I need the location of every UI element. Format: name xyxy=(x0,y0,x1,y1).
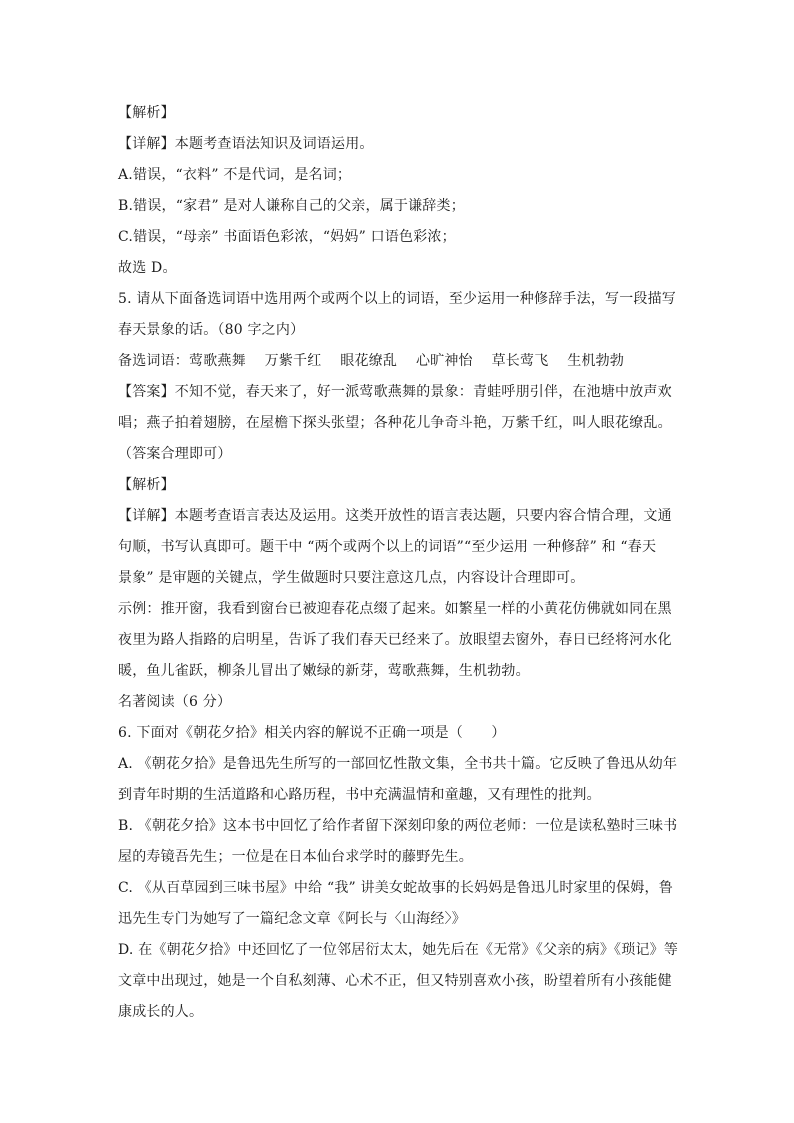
question-6-option-b: 屋的寿镜吾先生；一位是在日本仙台求学时的藤野先生。 xyxy=(118,849,473,865)
section-heading-reading: 名著阅读（6 分） xyxy=(118,694,232,710)
question-6-option-a: A. 《朝花夕拾》是鲁迅先生所写的一部回忆性散文集，全书共十篇。它反映了鲁迅从幼年 xyxy=(118,756,678,772)
detail-paragraph: 景象” 是审题的关键点，学生做题时只要注意这几点，内容设计合理即可。 xyxy=(118,570,585,586)
candidate-words: 备选词语：莺歌燕舞 万紫千红 眼花缭乱 心旷神怡 草长莺飞 生机勃勃 xyxy=(118,353,625,369)
option-explanation-b: B.错误，“家君” 是对人谦称自己的父亲，属于谦辞类； xyxy=(118,198,465,214)
question-6-option-a: 到青年时期的生活道路和心路历程，书中充满温情和童趣，又有理性的批判。 xyxy=(118,787,601,803)
option-explanation-c: C.错误，“母亲” 书面语色彩浓，“妈妈” 口语色彩浓； xyxy=(118,229,456,245)
question-5-stem: 5. 请从下面备选词语中选用两个或两个以上的词语，至少运用一种修辞手法，写一段描写 xyxy=(118,291,677,307)
example-paragraph: 夜里为路人指路的启明星，告诉了我们春天已经来了。放眼望去窗外，春日已经将河水化 xyxy=(118,632,672,648)
answer-paragraph: 唱；燕子拍着翅膀，在屋檐下探头张望；各种花儿争奇斗艳，万紫千红，叫人眼花缭乱。 xyxy=(118,415,672,431)
question-6-stem: 6. 下面对《朝花夕拾》相关内容的解说不正确一项是（ ） xyxy=(118,725,506,741)
answer-choice-line: 故选 D。 xyxy=(118,260,177,276)
detail-paragraph: 句顺，书写认真即可。题干中 “两个或两个以上的词语”“至少运用 一种修辞” 和 “春天 xyxy=(118,539,657,555)
example-paragraph: 暖，鱼儿雀跃，柳条儿冒出了嫩绿的新芽，莺歌燕舞，生机勃勃。 xyxy=(118,663,530,679)
section-heading-analysis: 【解析】 xyxy=(118,105,175,121)
detail-paragraph: 【详解】本题考查语法知识及词语运用。 xyxy=(118,136,374,152)
answer-note: （答案合理即可） xyxy=(118,446,232,462)
question-6-option-d: 康成长的人。 xyxy=(118,1004,204,1020)
question-6-option-c: C. 《从百草园到三味书屋》中给 “我” 讲美女蛇故事的长妈妈是鲁迅儿时家里的保姆，鲁 xyxy=(118,880,673,896)
example-paragraph: 示例：推开窗，我看到窗台已被迎春花点缀了起来。如繁星一样的小黄花仿佛就如同在黑 xyxy=(118,601,672,617)
question-6-option-d: 文章中出现过，她是一个自私刻薄、心术不正，但又特别喜欢小孩，盼望着所有小孩能健 xyxy=(118,973,672,989)
detail-paragraph: 【详解】本题考查语言表达及运用。这类开放性的语言表达题，只要内容合情合理，文通 xyxy=(118,508,672,524)
answer-paragraph: 【答案】不知不觉，春天来了，好一派莺歌燕舞的景象：青蛙呼朋引伴，在池塘中放声欢 xyxy=(118,384,672,400)
document-body xyxy=(118,98,678,1028)
section-heading-analysis: 【解析】 xyxy=(118,477,175,493)
question-5-stem: 春天景象的话。（80 字之内） xyxy=(118,322,305,338)
question-6-option-b: B. 《朝花夕拾》这本书中回忆了给作者留下深刻印象的两位老师：一位是读私塾时三味书 xyxy=(118,818,678,834)
question-6-option-d: D. 在《朝花夕拾》中还回忆了一位邻居衍太太，她先后在《无常》《父亲的病》《琐记》等 xyxy=(118,942,679,958)
question-6-option-c: 迅先生专门为她写了一篇纪念文章《阿长与〈山海经〉》 xyxy=(118,911,466,927)
option-explanation-a: A.错误，“衣料” 不是代词，是名词； xyxy=(118,167,352,183)
